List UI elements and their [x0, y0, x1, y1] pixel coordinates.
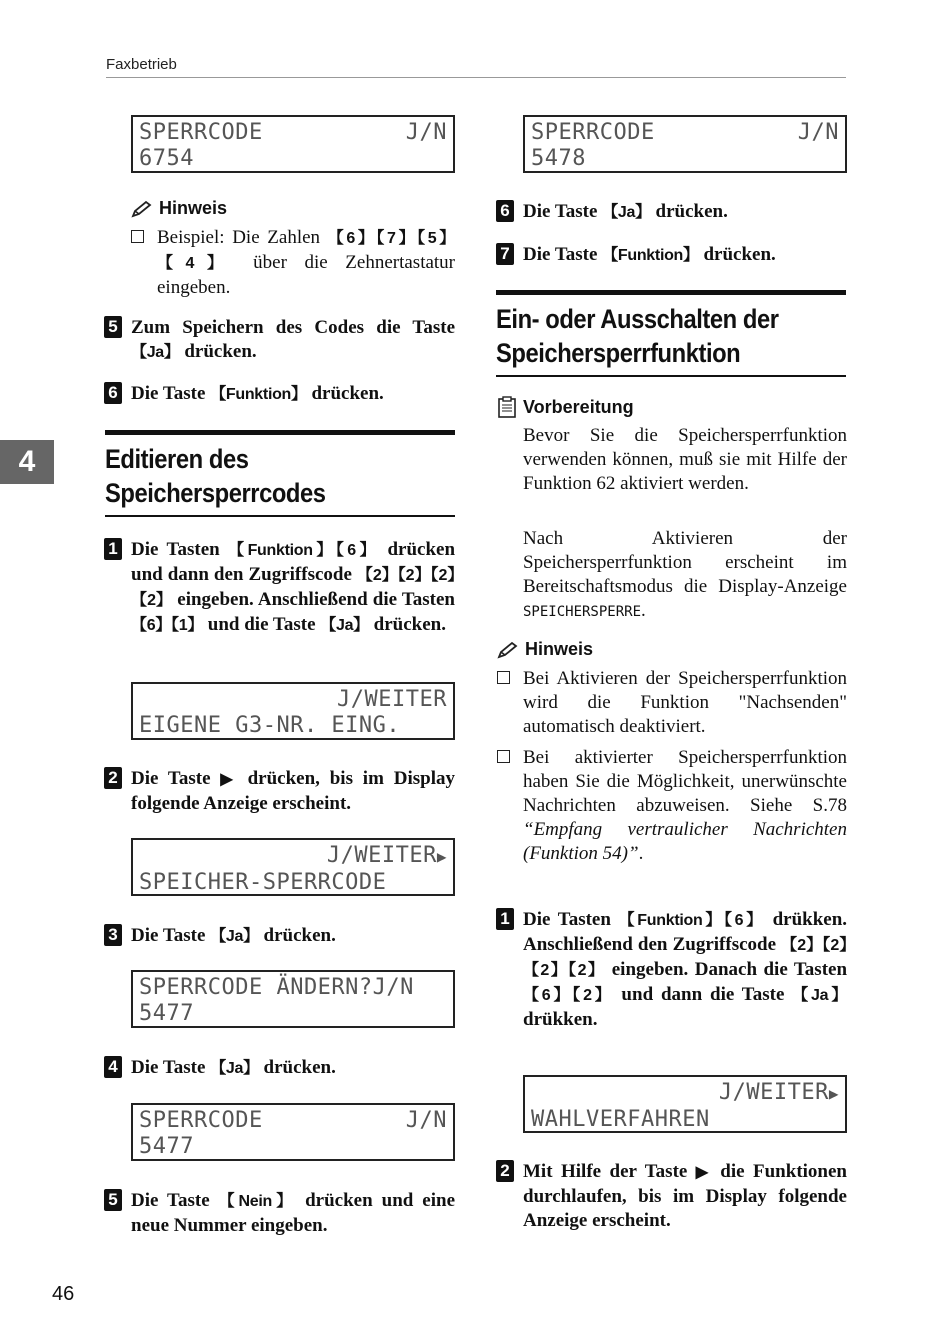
- paragraph: Nach Aktivieren der Speichersperrfunktion erscheint im Bereitschaftsmodus die Display-Anzeige SPEICHERSPERRE.: [523, 528, 847, 621]
- section-heading: Ein- oder Ausschalten der Speichersperrfunktion: [496, 304, 779, 368]
- section-rule: [496, 375, 846, 377]
- lcd-display: SPERRCODE ÄNDERN?J/N 5477: [131, 970, 455, 1028]
- step-item: 2 Die Taste ▶ drücken, bis im Display folgende Anzeige erscheint.: [131, 767, 455, 816]
- step-number: 1: [104, 538, 122, 560]
- checkbox-icon: [497, 750, 510, 763]
- step-item: 2 Mit Hilfe der Taste ▶ die Funktionen durchlaufen, bis im Display folgende Anzeige erscheint.: [523, 1160, 847, 1233]
- right-arrow-icon: ▶: [695, 1164, 712, 1181]
- hinweis-title: Hinweis: [131, 198, 227, 219]
- step-number: 2: [104, 767, 122, 789]
- lcd-display: J/WEITER▶ WAHLVERFAHREN: [523, 1075, 847, 1133]
- step-number: 5: [104, 1189, 122, 1211]
- lcd-display: J/WEITER EIGENE G3-NR. EING.: [131, 682, 455, 740]
- hinweis-item: Bei Aktivieren der Speichersperrfunktion wird die Funktion "Nachsenden" automatisch deaktiviert.: [523, 667, 847, 739]
- section-rule: [496, 290, 846, 295]
- lcd-display: SPERRCODE J/N 5478: [523, 115, 847, 173]
- step-item: 3 Die Taste 【Ja】 drücken.: [131, 924, 455, 949]
- right-arrow-icon: ▶: [436, 847, 447, 866]
- checkbox-icon: [497, 671, 510, 684]
- step-number: 6: [104, 382, 122, 404]
- lcd-display: SPERRCODE J/N 5477: [131, 1103, 455, 1161]
- lcd-text: 6754: [139, 146, 194, 171]
- pencil-icon: [131, 200, 153, 218]
- page-number: 46: [52, 1283, 75, 1305]
- step-number: 6: [496, 200, 514, 222]
- clipboard-icon: [497, 396, 517, 418]
- hinweis-item: Beispiel: Die Zahlen 【6】【7】【5】【4】 über die Zehnertastatur eingeben.: [157, 226, 455, 300]
- step-item: 6 Die Taste 【Funktion】 drücken.: [131, 382, 455, 407]
- key-label: 【Ja】: [131, 344, 180, 361]
- section-rule: [105, 430, 455, 435]
- key-label: 【6】【7】【5】【4】: [157, 230, 455, 272]
- key-label: 【Funktion】: [210, 386, 307, 403]
- chapter-tab: 4: [0, 440, 54, 484]
- step-number: 5: [104, 316, 122, 338]
- step-item: 5 Zum Speichern des Codes die Taste 【Ja】 drücken.: [131, 316, 455, 365]
- section-rule: [105, 515, 455, 517]
- lcd-display: J/WEITER▶ SPEICHER-SPERRCODE: [131, 838, 455, 896]
- step-number: 2: [496, 1160, 514, 1182]
- step-item: 5 Die Taste 【Nein】 drücken und eine neue Nummer eingeben.: [131, 1189, 455, 1238]
- step-item: 6 Die Taste 【Ja】 drücken.: [523, 200, 847, 225]
- hinweis-title: Hinweis: [497, 639, 593, 660]
- step-item: 1 Die Tasten 【Funktion】【6】 drücken und dann den Zugriffscode 【2】【2】【2】【2】 eingeben. Anschließend die Tasten 【6】【1】 und die Taste 【Ja】 drücken.: [131, 538, 455, 638]
- lcd-text: J/N: [405, 120, 447, 145]
- checkbox-icon: [131, 230, 144, 243]
- step-item: 1 Die Tasten 【Funktion】【6】 drükken. Anschließend den Zugriffscode 【2】【2】【2】【2】 eingeben. Danach die Tasten 【6】【2】 und dann die Taste 【Ja】 drükken.: [523, 908, 847, 1032]
- header-rule: [106, 77, 846, 78]
- pencil-icon: [497, 641, 519, 659]
- lcd-text: SPERRCODE: [139, 120, 263, 145]
- paragraph: Bevor Sie die Speichersperrfunktion verwenden können, muß sie mit Hilfe der Funktion 62 aktiviert werden.: [523, 425, 847, 494]
- right-arrow-icon: ▶: [828, 1084, 839, 1103]
- step-number: 7: [496, 243, 514, 265]
- section-heading: Editieren des Speichersperrcodes: [105, 444, 326, 508]
- vorbereitung-title: Vorbereitung: [497, 396, 634, 418]
- running-header: Faxbetrieb: [106, 56, 177, 73]
- step-item: 4 Die Taste 【Ja】 drücken.: [131, 1056, 455, 1081]
- step-number: 1: [496, 908, 514, 930]
- right-arrow-icon: ▶: [220, 771, 238, 788]
- hinweis-item: Bei aktivierter Speichersperrfunktion haben Sie die Möglichkeit, unerwünschte Nachrichten abzuweisen. Siehe S.78 “Empfang vertraulicher Nachrichten (Funktion 54)”.: [523, 746, 847, 866]
- step-number: 3: [104, 924, 122, 946]
- step-number: 4: [104, 1056, 122, 1078]
- lcd-display: [131, 115, 455, 173]
- step-item: 7 Die Taste 【Funktion】 drücken.: [523, 243, 847, 268]
